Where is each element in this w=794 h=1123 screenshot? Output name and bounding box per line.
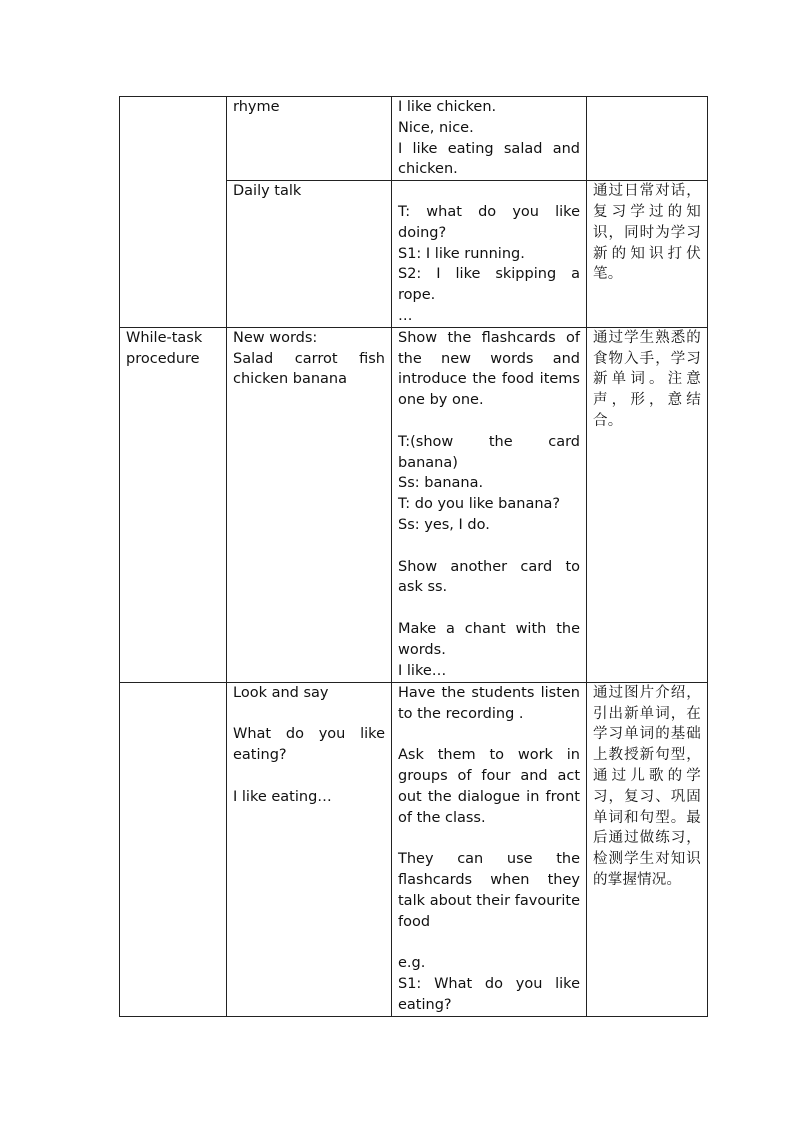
content-line: T:(show the card banana) <box>398 433 580 471</box>
blank-line <box>398 932 580 953</box>
content-line: Nice, nice. <box>398 119 474 136</box>
content-line: S1: What do you like eating? <box>398 975 580 1013</box>
content-line: T: do you like banana? <box>398 496 561 513</box>
content-cell <box>392 682 587 1016</box>
blank-line <box>233 704 385 725</box>
content-line: I like… <box>398 662 447 679</box>
content-line: S1: I like running. <box>398 245 525 262</box>
content-line: Make a chant with the words. <box>398 620 580 658</box>
content-cell <box>392 97 587 181</box>
activity-title: New words: <box>233 329 318 346</box>
purpose-cell: 通过日常对话，复习学过的知识，同时为学习新的知识打伏笔。 <box>587 181 708 328</box>
activity-cell <box>227 682 392 1016</box>
activity-label: Daily talk <box>233 183 302 200</box>
activity-answer: I like eating… <box>233 788 332 805</box>
blank-line <box>398 724 580 745</box>
table-row <box>120 97 708 181</box>
blank-line <box>398 828 580 849</box>
purpose-cell: 通过图片介绍，引出新单词，在学习单词的基础上教授新句型，通过儿歌的学习，复习、巩固单词和句型。最后通过做练习，检测学生对知识的掌握情况。 <box>587 682 708 1016</box>
activity-question: What do you like eating? <box>233 726 385 764</box>
content-line: Show another card to ask ss. <box>398 558 580 596</box>
purpose-cell <box>587 97 708 181</box>
activity-cell <box>227 327 392 682</box>
table-row <box>120 327 708 682</box>
stage-cell-empty <box>120 97 227 328</box>
lesson-plan-table <box>119 96 708 1017</box>
stage-label: While-task procedure <box>126 329 203 367</box>
content-line: They can use the flashcards when they talk about their favourite food <box>398 851 580 930</box>
blank-line <box>233 766 385 787</box>
table-row <box>120 682 708 1016</box>
activity-label: Look and say <box>233 684 329 701</box>
activity-cell <box>227 97 392 181</box>
purpose-cell: 通过学生熟悉的食物入手，学习新单词。注意声，形，意结合。 <box>587 327 708 682</box>
blank-line <box>398 536 580 557</box>
blank-line <box>398 181 580 202</box>
blank-line <box>398 411 580 432</box>
content-line: T: what do you like doing? <box>398 203 580 241</box>
activity-cell <box>227 181 392 328</box>
stage-cell-empty <box>120 682 227 1016</box>
content-cell <box>392 327 587 682</box>
blank-line <box>398 598 580 619</box>
content-line: Have the students listen to the recording . <box>398 684 580 722</box>
content-cell <box>392 181 587 328</box>
content-line: I like eating salad and chicken. <box>398 140 580 178</box>
content-line: Ss: yes, I do. <box>398 516 490 533</box>
content-line: … <box>398 307 413 324</box>
content-line: Show the flashcards of the new words and introduce the food items one by one. <box>398 329 580 409</box>
content-line: I like chicken. <box>398 99 497 115</box>
stage-cell <box>120 327 227 682</box>
activity-label: rhyme <box>233 99 280 115</box>
content-line: e.g. <box>398 955 426 972</box>
content-line: S2: I like skipping a rope. <box>398 266 580 304</box>
activity-words: Salad carrot fish chicken banana <box>233 350 385 388</box>
content-line: Ss: banana. <box>398 475 484 492</box>
content-line: Ask them to work in groups of four and act out the dialogue in front of the class. <box>398 747 580 826</box>
